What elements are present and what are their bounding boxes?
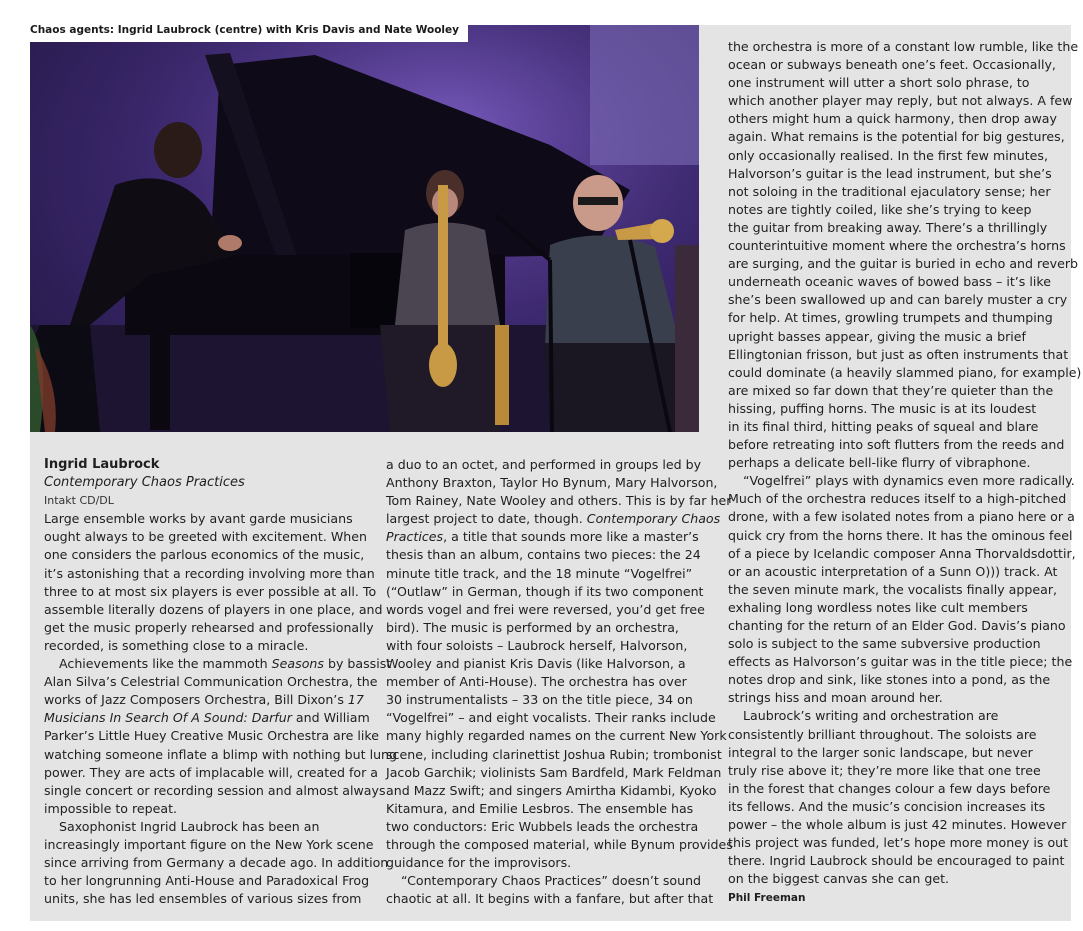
article-line: notes are tightly coiled, like she’s trying to keep <box>728 201 1032 217</box>
article-line: three to at most six players is ever possible at all. To <box>44 583 377 599</box>
article-line: a duo to an octet, and performed in groups led by <box>386 457 702 472</box>
article-line: watching someone inflate a blimp with nothing but lung <box>44 746 398 762</box>
article-line: the guitar from breaking away. There’s a thrillingly <box>728 219 1048 235</box>
article-line: chanting for the return of an Elder God. Davis’s piano <box>728 618 1066 633</box>
article-line: the orchestra is more of a constant low rumble, like the <box>728 39 1079 54</box>
review-album: Contemporary Chaos Practices <box>44 475 245 491</box>
article-line: assemble literally dozens of players in one place, and <box>44 601 383 617</box>
article-line: strings hiss and moan around her. <box>728 690 943 706</box>
column-3-body <box>728 38 1082 888</box>
article-line: its fellows. And the music’s concision increases its <box>728 798 1046 814</box>
concert-photo <box>30 25 699 432</box>
article-line: in the forest that changes colour a few days before <box>728 780 1051 796</box>
column-3 <box>728 38 1082 908</box>
article-line: words vogel and frei were reversed, you’d get free <box>386 601 705 617</box>
article-line: Jacob Garchik; violinists Sam Bardfeld, Mark Feldman <box>386 764 722 780</box>
article-line: one instrument will utter a short solo phrase, to <box>728 75 1030 91</box>
article-line: others might hum a quick harmony, then drop away <box>728 111 1057 127</box>
column-1-body <box>44 510 398 908</box>
article-line: Large ensemble works by avant garde musicians <box>44 511 353 527</box>
article-line: it’s astonishing that a recording involving more than <box>44 565 375 581</box>
article-line: are mixed so far down that they’re quieter than the <box>728 382 1054 398</box>
article-line: recorded, is something close to a miracle. <box>44 637 309 653</box>
article-line: ought always to be greeted with excitement. When <box>44 529 368 545</box>
article-line: effects as Halvorson’s guitar was in the title piece; the <box>728 654 1073 670</box>
column-2 <box>386 456 733 908</box>
article-line: Ellingtonian frisson, but just as often instruments that <box>728 346 1069 362</box>
article-line: units, she has led ensembles of various sizes from <box>44 891 362 907</box>
article-line: (“Outlaw” in German, though if its two component <box>386 583 704 599</box>
article-line: integral to the larger sonic landscape, but never <box>728 744 1033 760</box>
concert-photo-icon <box>30 25 699 432</box>
photo-caption: Chaos agents: Ingrid Laubrock (centre) with Kris Davis and Nate Wooley <box>30 18 468 42</box>
article-line: guidance for the improvisors. <box>386 855 572 871</box>
article-line: consistently brilliant throughout. The soloists are <box>728 726 1037 742</box>
article-line: through the composed material, while Bynum provides <box>386 836 733 852</box>
article-line: Musicians In Search Of A Sound: Darfur and William <box>44 710 370 726</box>
article-line: power – the whole album is just 42 minutes. However <box>728 817 1067 833</box>
article-line: this project was funded, let’s hope more money is out <box>728 835 1069 851</box>
article-line: not soloing in the traditional ejaculatory sense; her <box>728 183 1051 199</box>
article-line: which another player may reply, but not always. A few <box>728 93 1073 109</box>
article-line: minute title track, and the 18 minute “Vogelfrei” <box>386 565 693 581</box>
article-line: “Vogelfrei” – and eight vocalists. Their ranks include <box>386 710 716 726</box>
article-line: many highly regarded names on the current New York <box>386 728 727 744</box>
review-byline: Phil Freeman <box>728 892 806 905</box>
article-line: are surging, and the guitar is buried in echo and reverb <box>728 256 1079 272</box>
article-line: ocean or subways beneath one’s feet. Occasionally, <box>728 57 1056 73</box>
article-line: could dominate (a heavily slammed piano, for example) <box>728 364 1082 380</box>
article-line: thesis than an album, contains two pieces: the 24 <box>386 547 701 563</box>
article-line: Saxophonist Ingrid Laubrock has been an <box>59 818 320 834</box>
article-line: drone, with a few isolated notes from a piano here or a <box>728 509 1075 525</box>
article-line: “Vogelfrei” plays with dynamics even more radically. <box>743 473 1075 489</box>
article-line: and Mazz Swift; and singers Amirtha Kidambi, Kyoko <box>386 782 717 798</box>
article-line: for help. At times, growling trumpets and thumping <box>728 310 1053 326</box>
article-line: underneath oceanic waves of bowed bass – it’s like <box>728 274 1051 290</box>
article-line: two conductors: Eric Wubbels leads the orchestra <box>386 818 699 834</box>
article-line: or an acoustic interpretation of a Sunn O))) track. At <box>728 563 1058 579</box>
article-line: again. What remains is the potential for big gestures, <box>728 129 1065 145</box>
article-line: to her longrunning Anti-House and Paradoxical Frog <box>44 873 370 889</box>
article-line: bird). The music is performed by an orchestra, <box>386 619 679 635</box>
article-line: Alan Silva’s Celestrial Communication Orchestra, the <box>44 674 378 690</box>
article-line: Anthony Braxton, Taylor Ho Bynum, Mary Halvorson, <box>386 475 718 491</box>
article-line: Achievements like the mammoth Seasons by bassist <box>59 656 392 672</box>
article-line: impossible to repeat. <box>44 800 178 816</box>
article-line: works of Jazz Composers Orchestra, Bill Dixon’s 17 <box>44 692 364 708</box>
column-1 <box>44 456 398 908</box>
article-line: in its final third, hitting peaks of squeal and blare <box>728 418 1039 434</box>
article-line: member of Anti-House). The orchestra has over <box>386 674 687 690</box>
article-line: truly rise above it; they’re more like that one tree <box>728 762 1041 778</box>
article-line: exhaling long wordless notes like cult members <box>728 599 1028 615</box>
article-line: single concert or recording session and almost always <box>44 782 386 798</box>
review-label: Intakt CD/DL <box>44 494 114 508</box>
review-artist: Ingrid Laubrock <box>44 457 160 472</box>
article-line: hissing, puffing horns. The music is at its loudest <box>728 400 1037 416</box>
article-line: Halvorson’s guitar is the lead instrument, but she’s <box>728 165 1052 181</box>
article-line: quick cry from the horns there. It has the ominous feel <box>728 527 1073 543</box>
article-line: “Contemporary Chaos Practices” doesn’t sound <box>401 873 702 889</box>
article-line: with four soloists – Laubrock herself, Halvorson, <box>386 637 688 653</box>
article-line: Tom Rainey, Nate Wooley and others. This is by far her <box>386 493 732 509</box>
article-line: one considers the parlous economics of the music, <box>44 547 365 563</box>
article-line: Wooley and pianist Kris Davis (like Halvorson, a <box>386 656 686 672</box>
article-line: notes drop and sink, like stones into a pond, as the <box>728 672 1051 688</box>
article-line: counterintuitive moment where the orchestra’s horns <box>728 238 1066 254</box>
article-line: before retreating into soft flutters from the reeds and <box>728 437 1065 453</box>
article-line: Laubrock’s writing and orchestration are <box>743 708 999 724</box>
article-line: the seven minute mark, the vocalists finally appear, <box>728 581 1058 597</box>
article-line: Kitamura, and Emilie Lesbros. The ensemble has <box>386 800 694 816</box>
article-line: of a piece by Icelandic composer Anna Thorvaldsdottir, <box>728 545 1076 561</box>
article-line: scene, including clarinettist Joshua Rubin; trombonist <box>386 746 722 762</box>
article-line: perhaps a delicate bell-like flurry of vibraphone. <box>728 455 1031 471</box>
article-line: 30 instrumentalists – 33 on the title piece, 34 on <box>386 692 693 708</box>
article-line: on the biggest canvas she can get. <box>728 871 950 887</box>
article-line: get the music properly rehearsed and professionally <box>44 619 374 635</box>
article-line: Much of the orchestra reduces itself to a high-pitched <box>728 491 1067 507</box>
article-line: increasingly important figure on the New York scene <box>44 836 374 852</box>
article-line: she’s been swallowed up and can barely muster a cry <box>728 292 1068 308</box>
article-line: chaotic at all. It begins with a fanfare, but after that <box>386 891 714 907</box>
article-line: since arriving from Germany a decade ago. In addition <box>44 855 389 871</box>
article-line: there. Ingrid Laubrock should be encouraged to paint <box>728 853 1065 869</box>
article-line: power. They are acts of implacable will, created for a <box>44 764 378 780</box>
article-line: upright basses appear, giving the music a brief <box>728 328 1026 344</box>
article-line: solo is subject to the same subversive production <box>728 636 1041 652</box>
article-line: only occasionally realised. In the first few minutes, <box>728 147 1048 163</box>
column-2-body <box>386 456 733 908</box>
article-line: largest project to date, though. Contemporary Chaos <box>386 511 721 527</box>
article-line: Parker’s Little Huey Creative Music Orchestra are like <box>44 728 380 744</box>
article-line: Practices, a title that sounds more like a master’s <box>386 529 699 545</box>
